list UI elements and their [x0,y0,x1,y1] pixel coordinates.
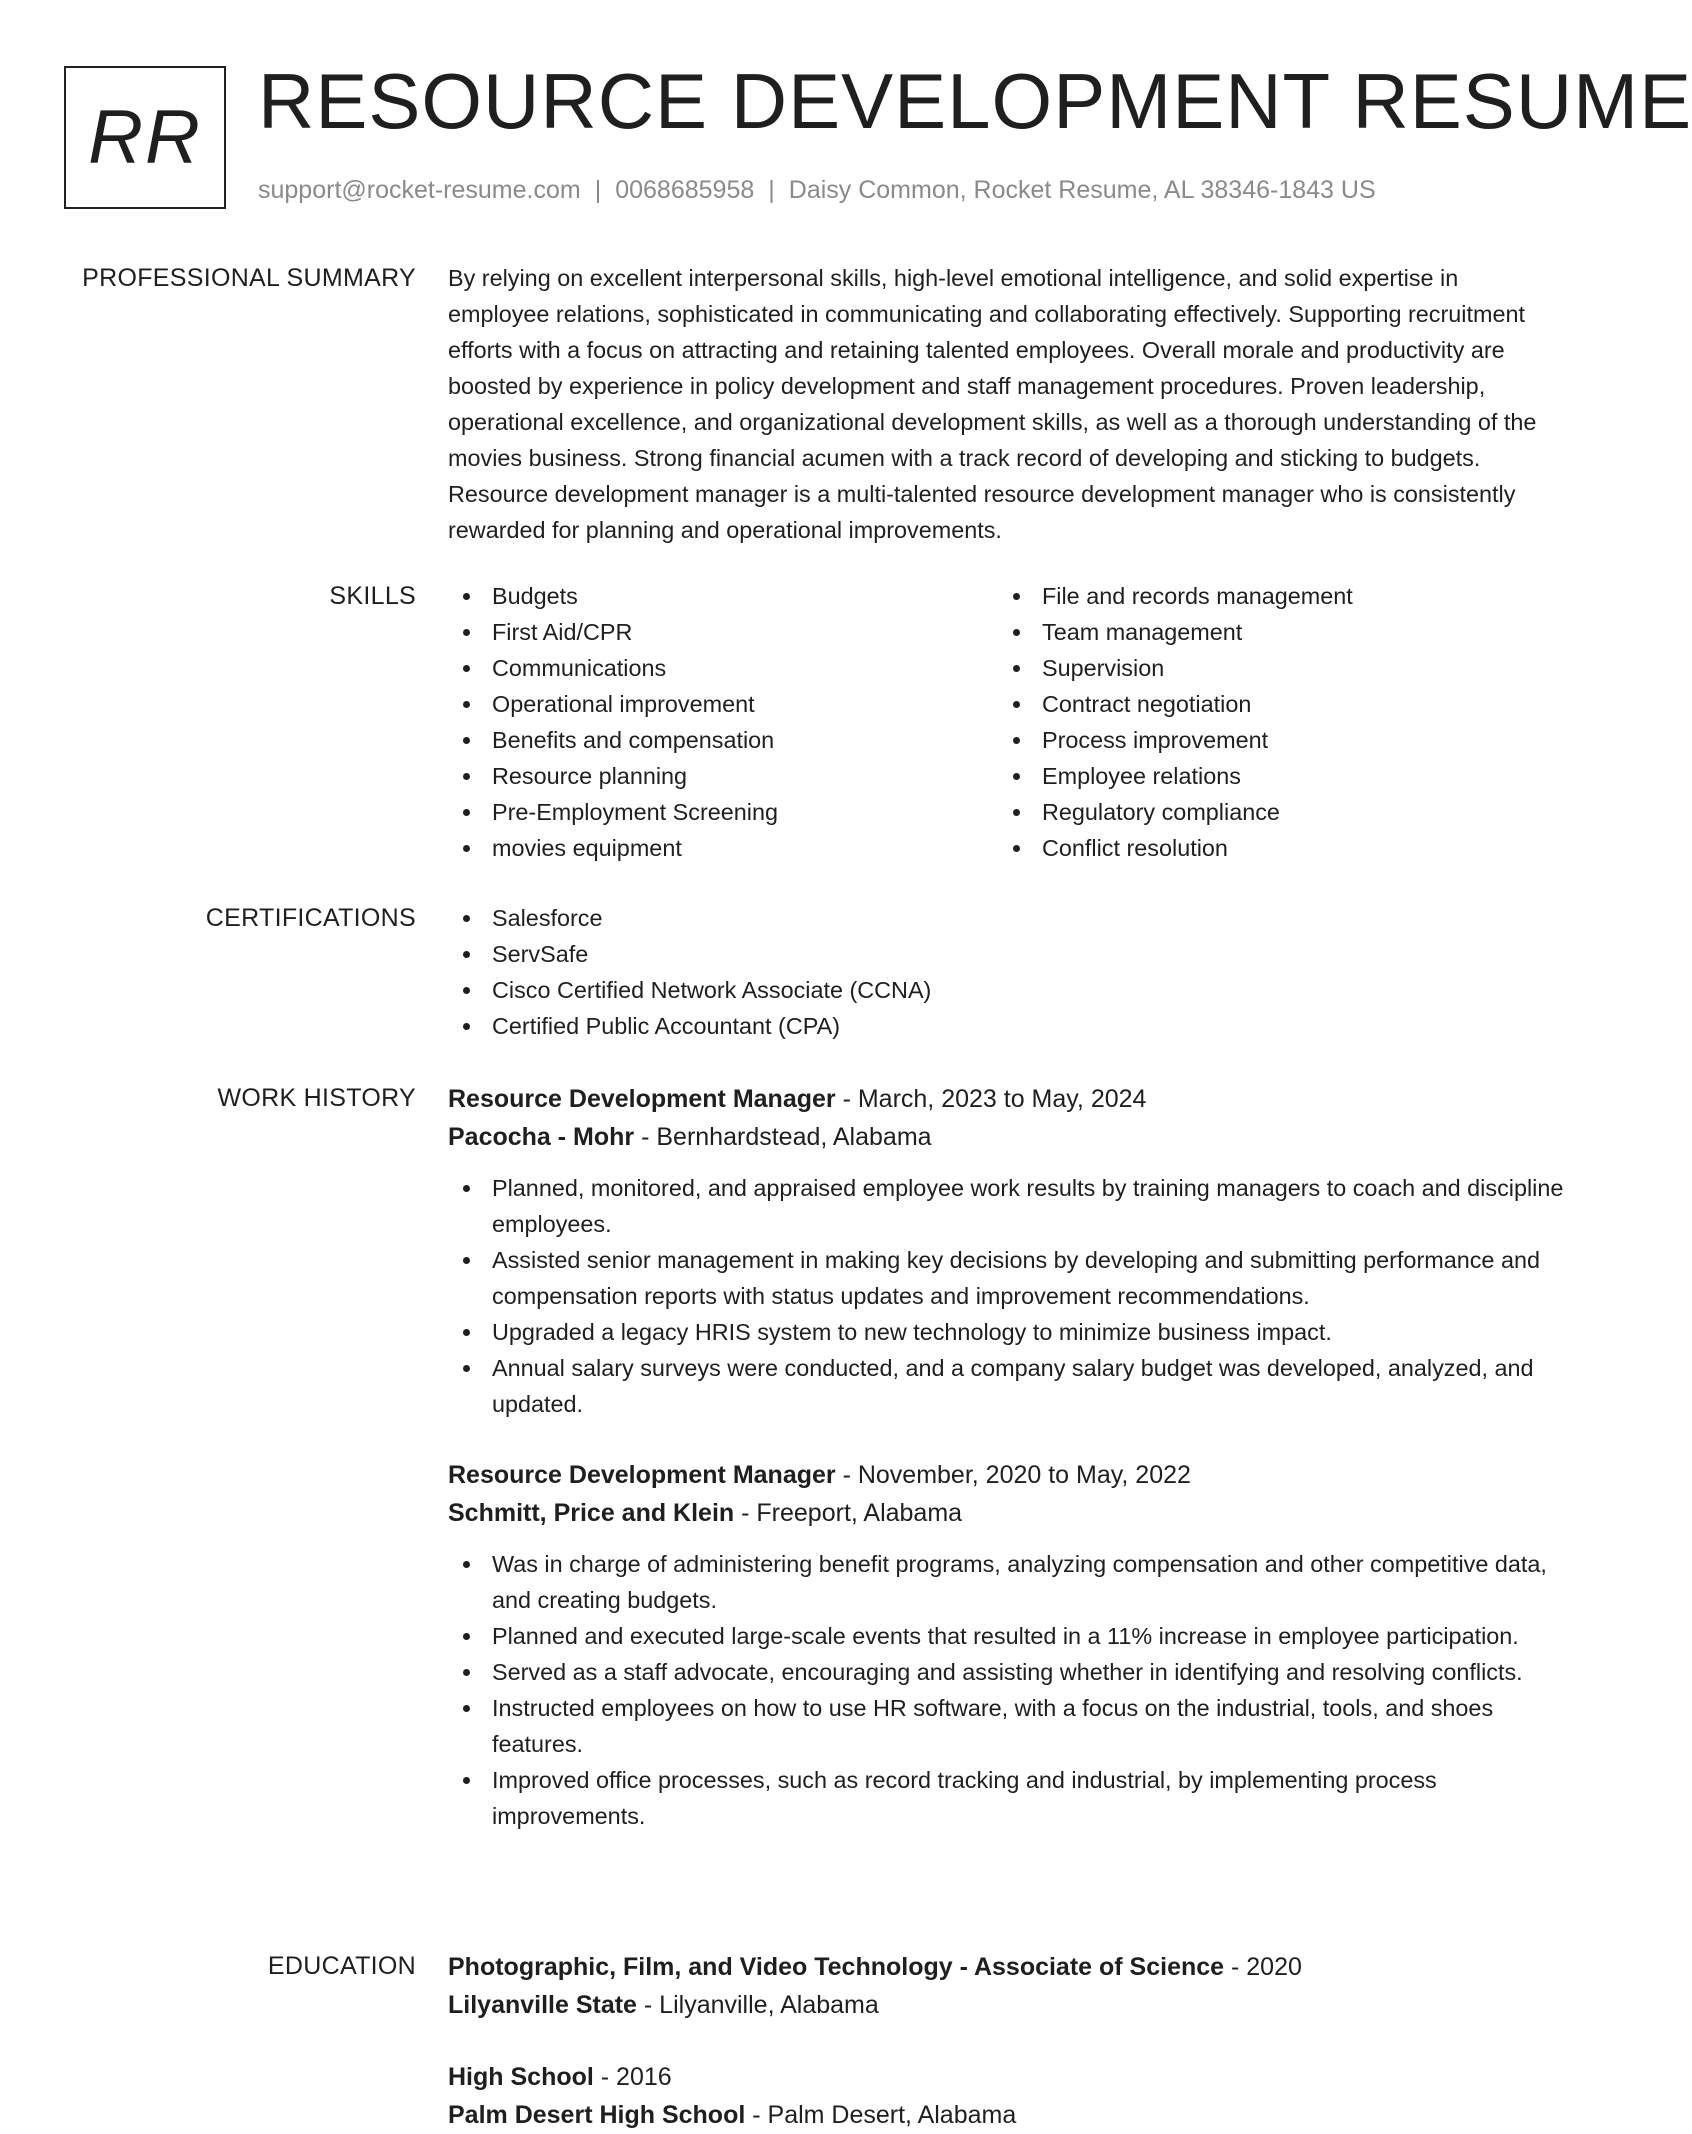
job-company-line [448,1494,1568,1532]
list-item: Supervision [998,650,1548,686]
job-title-line [448,1456,1568,1494]
work-history-list [448,1080,1568,1834]
section-label-work-history: WORK HISTORY [217,1084,416,1112]
job-entry [448,1080,1568,1422]
list-item: Served as a staff advocate, encouraging and assisting whether in identifying and resolving conflicts. [448,1654,1568,1690]
section-label-summary: PROFESSIONAL SUMMARY [82,264,416,292]
certifications-list [448,900,1568,1044]
list-item: Contract negotiation [998,686,1548,722]
list-item: Planned, monitored, and appraised employee work results by training managers to coach and discipline employees. [448,1170,1568,1242]
education-school: Lilyanville State [448,1991,637,2019]
contact-line [258,176,1376,205]
section-label-certifications: CERTIFICATIONS [205,904,416,932]
list-item: Budgets [448,578,998,614]
list-item: Annual salary surveys were conducted, and a company salary budget was developed, analyzed, and updated. [448,1350,1568,1422]
education-list [448,1948,1568,2134]
list-item: Cisco Certified Network Associate (CCNA) [448,972,1568,1008]
list-item: Certified Public Accountant (CPA) [448,1008,1568,1044]
job-dates: - November, 2020 to May, 2022 [835,1461,1191,1489]
skills-column-right [998,578,1548,866]
education-location: - Palm Desert, Alabama [745,2101,1017,2129]
education-school: Palm Desert High School [448,2101,746,2129]
education-entry [448,1948,1568,2024]
section-label-education: EDUCATION [267,1952,416,1980]
resume-title: RESOURCE DEVELOPMENT RESUME [258,57,1692,145]
list-item: Assisted senior management in making key decisions by developing and submitting performance and compensation reports with status updates and improvement recommendations. [448,1242,1568,1314]
skills-list [448,578,1568,866]
job-location: - Freeport, Alabama [734,1499,963,1527]
list-item: Pre-Employment Screening [448,794,998,830]
education-year: - 2016 [593,2063,672,2091]
list-item: Process improvement [998,722,1548,758]
list-item: Salesforce [448,900,1568,936]
education-degree: Photographic, Film, and Video Technology - Associate of Science [448,1953,1225,1981]
list-item: movies equipment [448,830,998,866]
list-item: Improved office processes, such as record tracking and industrial, by implementing process improvements. [448,1762,1568,1834]
list-item: Upgraded a legacy HRIS system to new technology to minimize business impact. [448,1314,1568,1350]
job-company: Pacocha - Mohr [448,1123,635,1151]
list-item: ServSafe [448,936,1568,972]
education-entry [448,2058,1568,2134]
list-item: Conflict resolution [998,830,1548,866]
list-item: Team management [998,614,1548,650]
list-item: Benefits and compensation [448,722,998,758]
list-item: Regulatory compliance [998,794,1548,830]
list-item: Instructed employees on how to use HR software, with a focus on the industrial, tools, and shoes features. [448,1690,1568,1762]
job-company-line [448,1118,1568,1156]
list-item: Employee relations [998,758,1548,794]
contact-email: support@rocket-resume.com [258,176,581,204]
job-duties [448,1546,1568,1834]
section-label-skills: SKILLS [329,582,416,610]
contact-phone: 0068685958 [615,176,755,204]
job-location: - Bernhardstead, Alabama [634,1123,932,1151]
job-company: Schmitt, Price and Klein [448,1499,735,1527]
job-entry [448,1456,1568,1834]
contact-separator: | [594,176,602,204]
education-location: - Lilyanville, Alabama [636,1991,879,2019]
list-item: Was in charge of administering benefit programs, analyzing compensation and other competitive data, and creating budgets. [448,1546,1568,1618]
education-degree: High School [448,2063,594,2091]
job-title: Resource Development Manager [448,1085,836,1113]
skills-column-left [448,578,998,866]
job-title: Resource Development Manager [448,1461,836,1489]
summary-text: By relying on excellent interpersonal skills, high-level emotional intelligence, and solid expertise in employee relations, sophisticated in communicating and collaborating effectively. Supporting recruitment efforts with a focus on attracting and retaining talented employees. Overall morale and productivity are boosted by experience in policy development and staff management procedures. Proven leadership, operational excellence, and organizational development skills, as well as a thorough understanding of the movies business. Strong financial acumen with a track record of developing and sticking to budgets. Resource development manager is a multi-talented resource development manager who is consistently rewarded for planning and operational improvements. [448,265,1537,543]
job-title-line [448,1080,1568,1118]
list-item: File and records management [998,578,1548,614]
list-item: Resource planning [448,758,998,794]
list-item: Planned and executed large-scale events that resulted in a 11% increase in employee participation. [448,1618,1568,1654]
monogram-logo: RR [64,66,226,209]
education-year: - 2020 [1224,1953,1302,1981]
list-item: Operational improvement [448,686,998,722]
job-dates: - March, 2023 to May, 2024 [835,1085,1147,1113]
contact-address: Daisy Common, Rocket Resume, AL 38346-1843 US [788,176,1376,204]
list-item: Communications [448,650,998,686]
contact-separator: | [768,176,775,204]
list-item: First Aid/CPR [448,614,998,650]
job-duties [448,1170,1568,1422]
